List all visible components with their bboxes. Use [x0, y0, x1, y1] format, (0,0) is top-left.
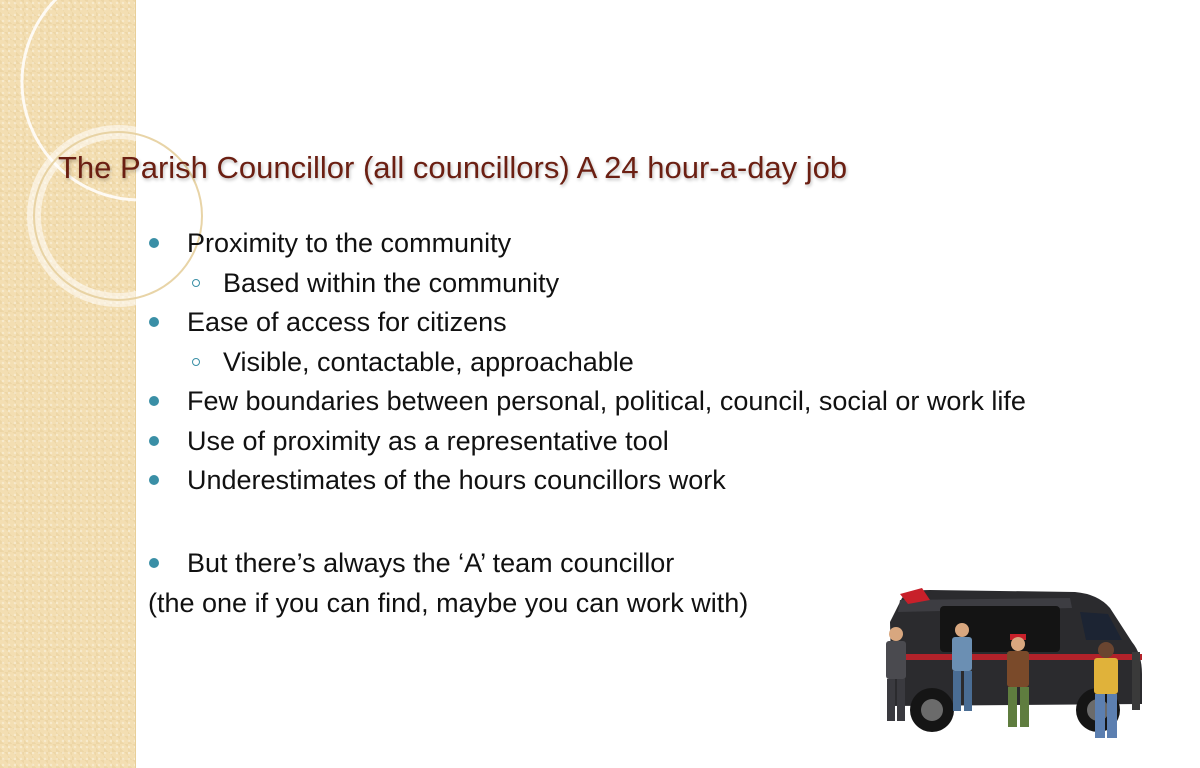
bullet-dot-icon	[149, 558, 159, 568]
decorative-sidebar	[0, 0, 136, 768]
bullet-list	[145, 224, 1185, 623]
bullet-text: Visible, contactable, approachable	[223, 346, 634, 377]
bullet-item	[145, 382, 1185, 422]
bullet-ring-icon	[192, 279, 200, 287]
bullet-item	[145, 461, 1185, 501]
bullet-item	[145, 224, 1185, 264]
bullet-dot-icon	[149, 475, 159, 485]
bullet-item	[145, 422, 1185, 462]
a-team-van-figures-image	[870, 582, 1160, 752]
bullet-dot-icon	[149, 396, 159, 406]
bullet-text: Use of proximity as a representative tool	[187, 425, 669, 456]
bullet-text: Proximity to the community	[187, 228, 512, 258]
bullet-dot-icon	[149, 317, 159, 327]
sub-bullet-item	[145, 343, 1185, 383]
slide-title: The Parish Councillor (all councillors) A 24 hour-a-day job	[58, 150, 848, 185]
bullet-dot-icon	[149, 436, 159, 446]
sub-bullet-item	[145, 264, 1185, 304]
bullet-ring-icon	[192, 358, 200, 366]
bullet-item	[145, 544, 1185, 584]
bullet-text: Underestimates of the hours councillors work	[187, 465, 726, 495]
bullet-dot-icon	[149, 238, 159, 248]
bullet-item	[145, 303, 1185, 343]
bullet-text: Ease of access for citizens	[187, 307, 507, 337]
bullet-text: But there’s always the ‘A’ team councillor	[187, 547, 675, 578]
bullet-text: Based within the community	[223, 267, 560, 298]
slide-note: (the one if you can find, maybe you can work with)	[148, 588, 749, 618]
bullet-text: Few boundaries between personal, political, council, social or work life	[187, 386, 1026, 416]
